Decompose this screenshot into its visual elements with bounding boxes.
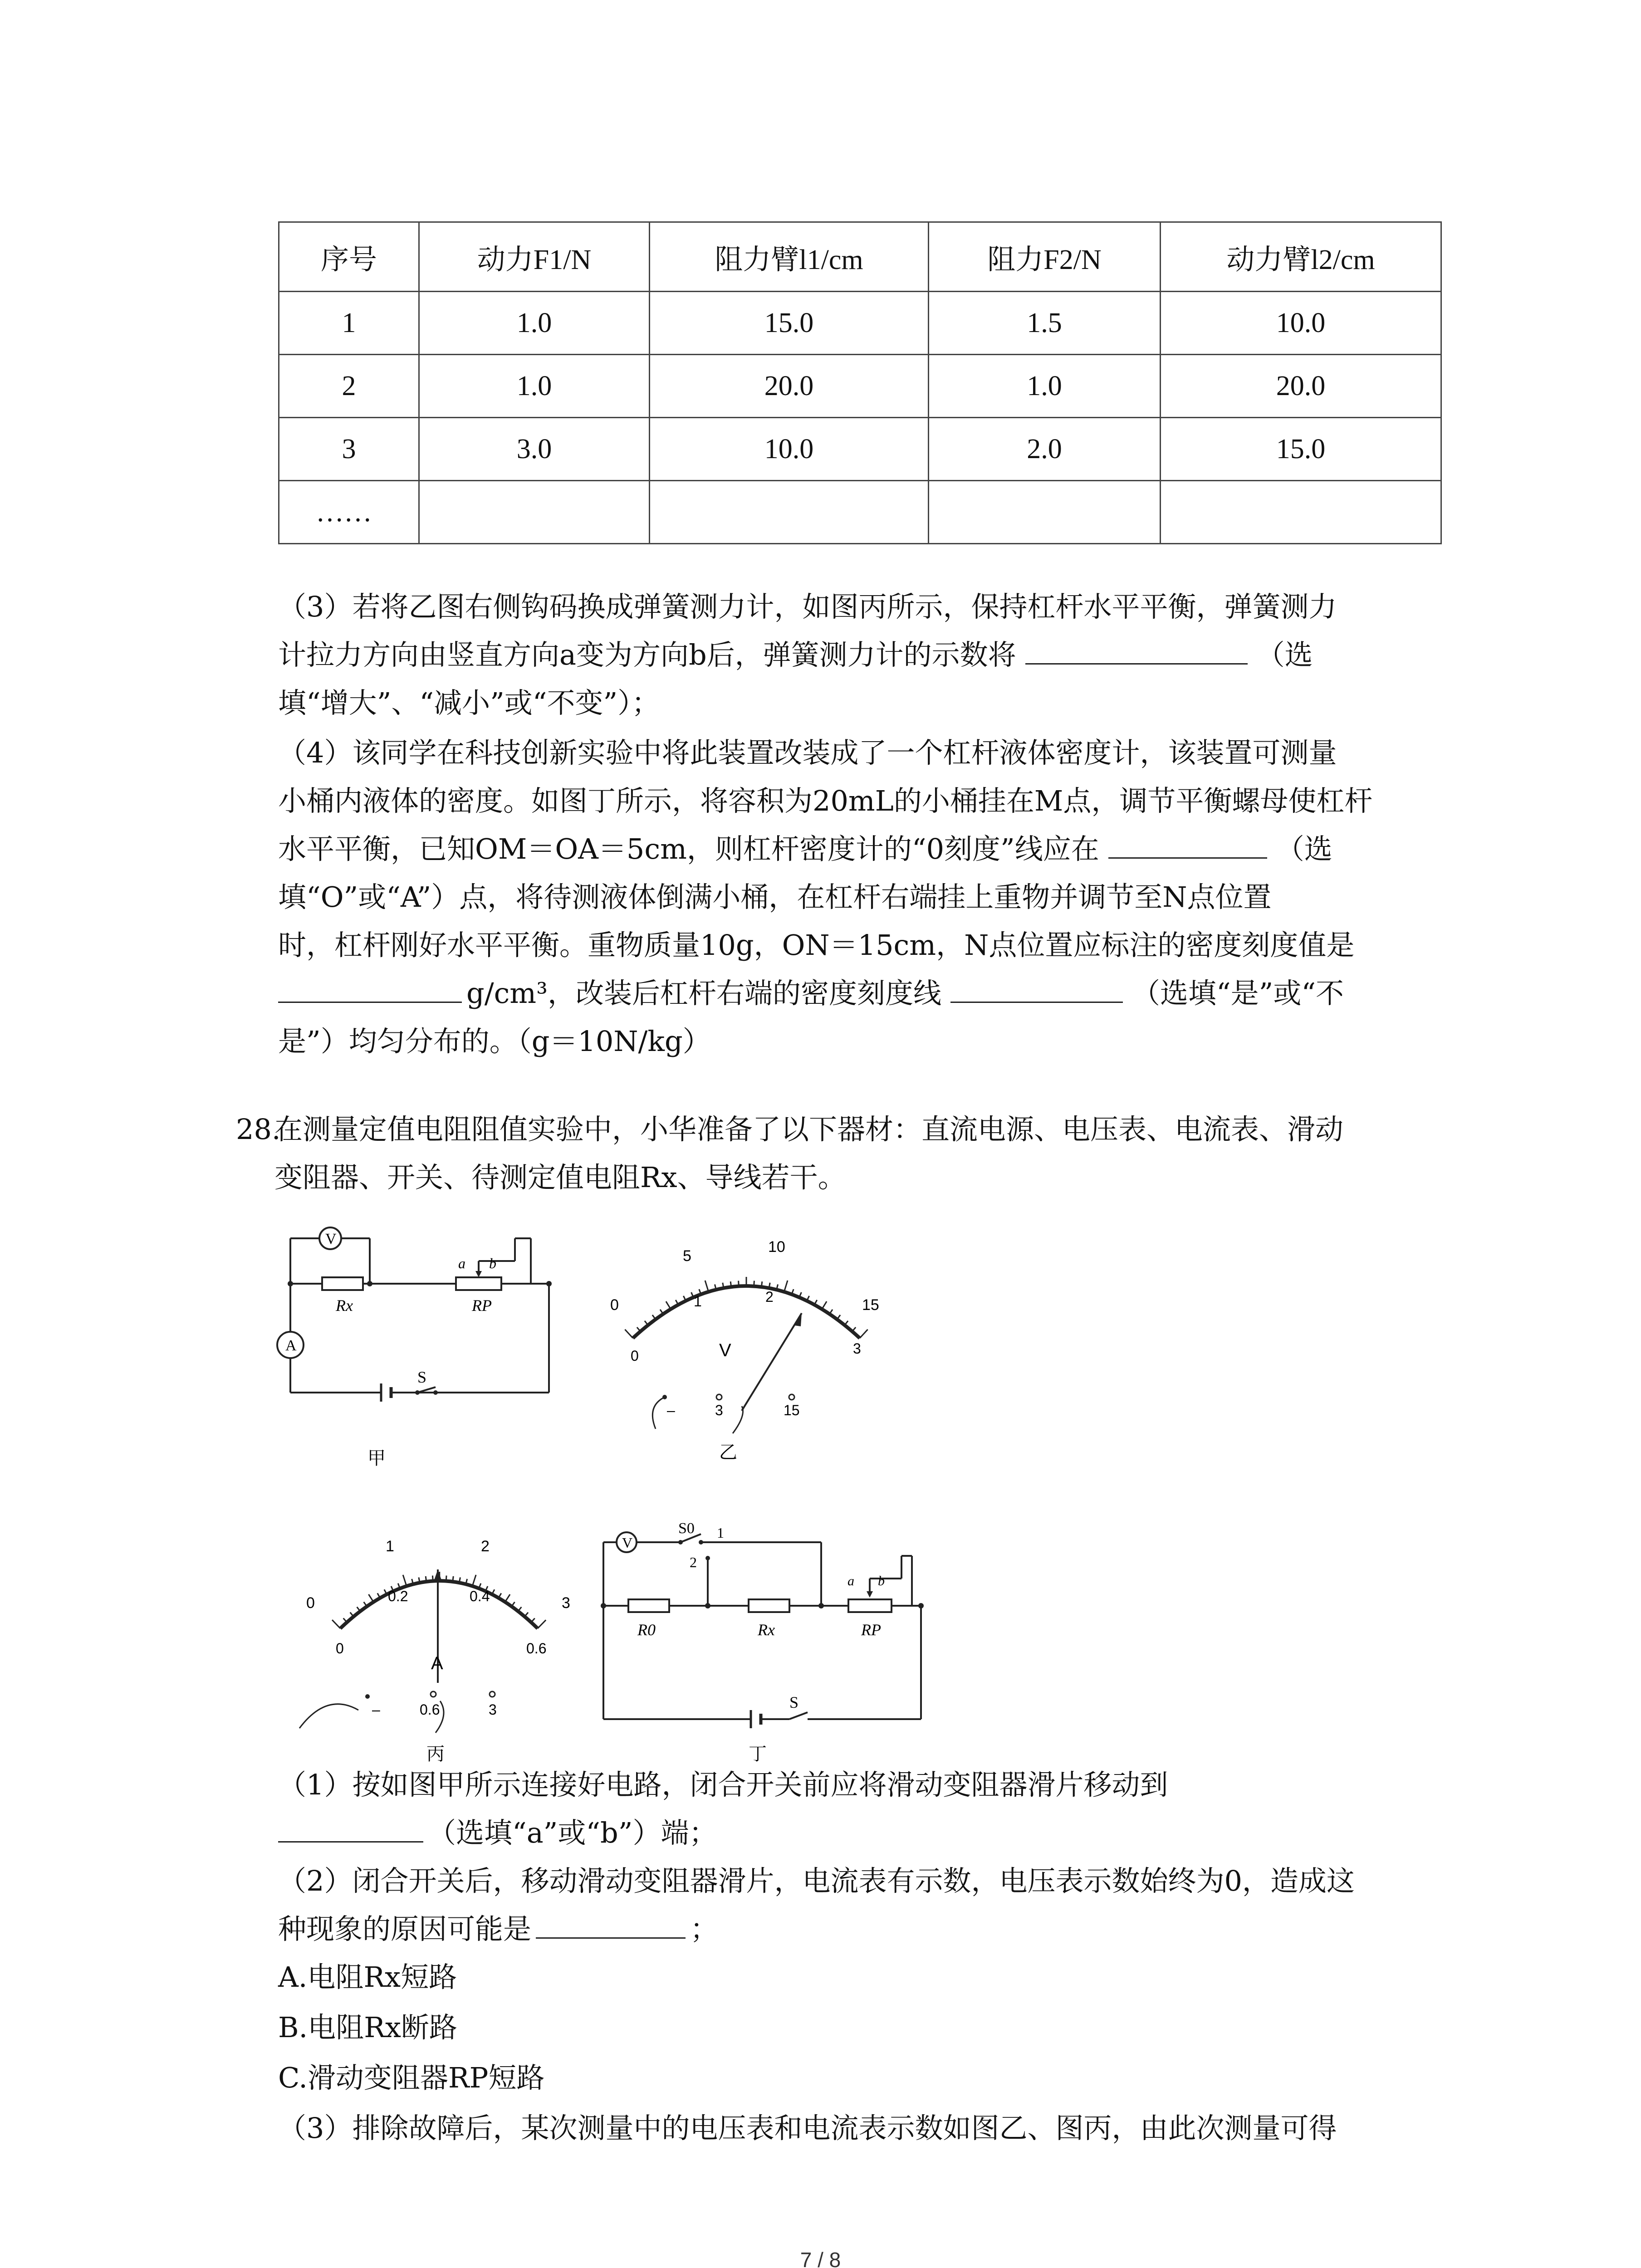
table-cell: 10.0 xyxy=(650,418,929,481)
circuit-figure-jia xyxy=(272,1220,572,1474)
answer-blank[interactable] xyxy=(1025,636,1248,665)
caption-yi: 乙 xyxy=(719,1442,737,1463)
table-row xyxy=(279,481,1441,544)
v-terminal: 15 xyxy=(784,1402,800,1418)
q27-p4-text-c: g/cm³，改装后杠杆右端的密度刻度线 xyxy=(466,977,941,1010)
table-header-cell: 阻力F2/N xyxy=(929,222,1161,292)
q27-p3-text-b: （选 xyxy=(1256,638,1313,671)
label-pos-1: 1 xyxy=(717,1525,724,1541)
label-b: b xyxy=(878,1574,885,1589)
table-cell: 1.0 xyxy=(929,355,1161,418)
table-cell: 2 xyxy=(279,355,419,418)
q27-p4-line6 xyxy=(278,971,1344,1016)
table-cell: 20.0 xyxy=(650,355,929,418)
dial-tick xyxy=(472,1575,476,1586)
option-c: C.滑动变阻器RP短路 xyxy=(278,2061,545,2094)
q27-p4-text-b: （选 xyxy=(1276,832,1332,865)
q27-p4-line2: 小桶内液体的密度。如图丁所示，将容积为20mL的小桶挂在M点，调节平衡螺母使杠杆 xyxy=(278,784,1373,817)
table-cell: 2.0 xyxy=(929,418,1161,481)
dial-tick xyxy=(332,1620,340,1628)
a-bottom-tick: 0.2 xyxy=(388,1588,408,1604)
v-meter-letter: V xyxy=(719,1340,731,1360)
q27-p4-text: 水平平衡，已知OM＝OA＝5cm，则杠杆密度计的“0刻度”线应在 xyxy=(278,832,1099,865)
ammeter-dial-bing xyxy=(290,1515,590,1769)
dial-tick xyxy=(761,1281,762,1287)
a-terminal: – xyxy=(372,1701,380,1718)
q28-p3-line1: （3）排除故障后，某次测量中的电压表和电流表示数如图乙、图丙，由此次测量可得 xyxy=(278,2112,1337,2145)
dial-tick xyxy=(769,1283,770,1288)
a-terminal: 3 xyxy=(489,1701,497,1718)
v-top-tick: 15 xyxy=(862,1296,879,1314)
q28-p2-line1: （2）闭合开关后，移动滑动变阻器滑片，电流表有示数，电压表示数始终为0，造成这 xyxy=(278,1864,1355,1897)
table-row xyxy=(279,418,1441,481)
q27-p4-line3 xyxy=(278,826,1332,872)
table-header-row xyxy=(279,222,1441,292)
q28-p2-text-b: ； xyxy=(690,1912,719,1945)
q27-p4-line4: 填“O”或“A”）点，将待测液体倒满小桶，在杠杆右端挂上重物并调节至N点位置 xyxy=(278,880,1272,914)
v-top-tick: 0 xyxy=(610,1296,619,1314)
a-top-tick: 1 xyxy=(386,1538,394,1555)
label-r0: R0 xyxy=(637,1621,656,1639)
table-header-cell: 序号 xyxy=(279,222,419,292)
table-cell: 1 xyxy=(279,292,419,355)
page-number: 7 / 8 xyxy=(800,2248,841,2268)
q27-p3-text: 计拉力方向由竖直方向a变为方向b后，弹簧测力计的示数将 xyxy=(278,638,1016,671)
caption-bing: 丙 xyxy=(426,1744,445,1765)
label-a: a xyxy=(847,1574,854,1589)
option-a: A.电阻Rx短路 xyxy=(278,1960,457,1994)
label-pos-2: 2 xyxy=(690,1554,697,1570)
dial-tick xyxy=(432,1575,433,1581)
q28-p2-text: 种现象的原因可能是 xyxy=(278,1912,532,1945)
answer-blank[interactable] xyxy=(278,974,462,1003)
a-bottom-tick: 0.6 xyxy=(526,1640,547,1657)
answer-blank[interactable] xyxy=(278,1814,423,1843)
a-bottom-tick: 0 xyxy=(336,1640,344,1657)
v-top-tick: 10 xyxy=(768,1238,785,1256)
q28-p2-line2 xyxy=(278,1906,718,1952)
table-cell xyxy=(1161,481,1441,544)
table-cell xyxy=(650,481,929,544)
q28-p1-line2 xyxy=(278,1810,717,1856)
voltmeter-needle xyxy=(742,1313,802,1411)
q27-p3-line3: 填“增大”、“减小”或“不变”）； xyxy=(278,686,660,719)
dial-tick xyxy=(368,1594,373,1602)
label-rp: RP xyxy=(472,1296,492,1315)
a-bottom-tick: 0.4 xyxy=(470,1588,490,1604)
dial-tick xyxy=(625,1330,633,1338)
label-rx: Rx xyxy=(758,1621,775,1639)
label-rp: RP xyxy=(861,1621,881,1639)
q28-p1-text: （选填“a”或“b”）端； xyxy=(428,1816,717,1849)
q27-p4-line5: 时，杠杆刚好水平平衡。重物质量10g，ON＝15cm，N点位置应标注的密度刻度值是 xyxy=(278,929,1355,962)
q28-p1-line1: （1）按如图甲所示连接好电路，闭合开关前应将滑动变阻器滑片移动到 xyxy=(278,1768,1168,1801)
dial-tick xyxy=(403,1575,407,1586)
v-bottom-tick: 2 xyxy=(765,1289,774,1305)
answer-blank[interactable] xyxy=(950,974,1123,1003)
v-bottom-tick: 3 xyxy=(853,1340,861,1357)
dial-tick xyxy=(505,1594,510,1602)
caption-jia: 甲 xyxy=(367,1448,386,1468)
label-rx: Rx xyxy=(336,1296,353,1315)
question-number: 28. xyxy=(236,1113,281,1146)
voltmeter-letter: V xyxy=(622,1535,633,1551)
dial-tick xyxy=(723,1283,724,1288)
table-cell: 3.0 xyxy=(419,418,650,481)
q28-stem-line1: 在测量定值电阻阻值实验中，小华准备了以下器材：直流电源、电压表、电流表、滑动 xyxy=(274,1113,1344,1146)
table-header-cell: 阻力臂l1/cm xyxy=(650,222,929,292)
dial-tick xyxy=(730,1281,731,1287)
dial-tick xyxy=(453,1576,454,1582)
dial-tick xyxy=(538,1620,546,1628)
a-top-tick: 2 xyxy=(481,1538,490,1555)
dial-tick xyxy=(822,1301,827,1309)
v-terminal: – xyxy=(667,1402,675,1418)
table-cell xyxy=(929,481,1161,544)
dial-tick xyxy=(784,1281,788,1292)
option-b: B.电阻Rx断路 xyxy=(278,2011,457,2044)
q27-p3-line1: （3）若将乙图右侧钩码换成弹簧测力计，如图丙所示，保持杠杆水平平衡，弹簧测力 xyxy=(278,590,1337,623)
table-cell: 1.5 xyxy=(929,292,1161,355)
table-cell: 15.0 xyxy=(650,292,929,355)
a-top-tick: 0 xyxy=(306,1594,315,1612)
ammeter-letter: A xyxy=(285,1337,297,1354)
voltmeter-letter: V xyxy=(325,1231,337,1247)
v-terminal: 3 xyxy=(715,1402,723,1418)
q28-stem-line2: 变阻器、开关、待测定值电阻Rx、导线若干。 xyxy=(274,1161,846,1194)
q27-p3-line2 xyxy=(278,632,1313,678)
q27-p4-text-d: （选填“是”或“不 xyxy=(1132,977,1344,1010)
table-header-cell: 动力臂l2/cm xyxy=(1161,222,1441,292)
table-cell: 3 xyxy=(279,418,419,481)
v-bottom-tick: 1 xyxy=(694,1293,702,1310)
table-header-cell: 动力F1/N xyxy=(419,222,650,292)
label-switch: S xyxy=(417,1368,427,1386)
lever-data-table xyxy=(278,221,1442,544)
dial-tick xyxy=(860,1330,868,1338)
q27-p4-line7: 是”）均匀分布的。（g＝10N/kg） xyxy=(278,1025,711,1058)
a-terminal: 0.6 xyxy=(420,1701,440,1718)
v-top-tick: 5 xyxy=(683,1247,691,1265)
answer-blank[interactable] xyxy=(1108,830,1267,859)
v-bottom-tick: 0 xyxy=(631,1348,639,1364)
label-b: b xyxy=(489,1255,496,1271)
table-row xyxy=(279,292,1441,355)
table-cell: 15.0 xyxy=(1161,418,1441,481)
caption-ding: 丁 xyxy=(749,1744,767,1764)
circuit-figure-ding xyxy=(599,1520,926,1769)
table-cell xyxy=(419,481,650,544)
label-switch: S xyxy=(789,1693,799,1711)
dial-tick xyxy=(666,1301,671,1309)
table-cell: 1.0 xyxy=(419,292,650,355)
label-s0: S0 xyxy=(678,1520,695,1537)
table-cell: 10.0 xyxy=(1161,292,1441,355)
table-cell: 1.0 xyxy=(419,355,650,418)
table-cell: …… xyxy=(279,481,419,544)
voltmeter-dial-yi xyxy=(597,1225,896,1470)
dial-tick xyxy=(705,1281,709,1292)
answer-blank[interactable] xyxy=(536,1910,686,1939)
label-a: a xyxy=(458,1255,465,1271)
table-row xyxy=(279,355,1441,418)
table-cell: 20.0 xyxy=(1161,355,1441,418)
q27-p4-line1: （4）该同学在科技创新实验中将此装置改装成了一个杠杆液体密度计，该装置可测量 xyxy=(278,736,1337,769)
a-top-tick: 3 xyxy=(562,1594,570,1612)
a-meter-letter: A xyxy=(431,1653,443,1673)
